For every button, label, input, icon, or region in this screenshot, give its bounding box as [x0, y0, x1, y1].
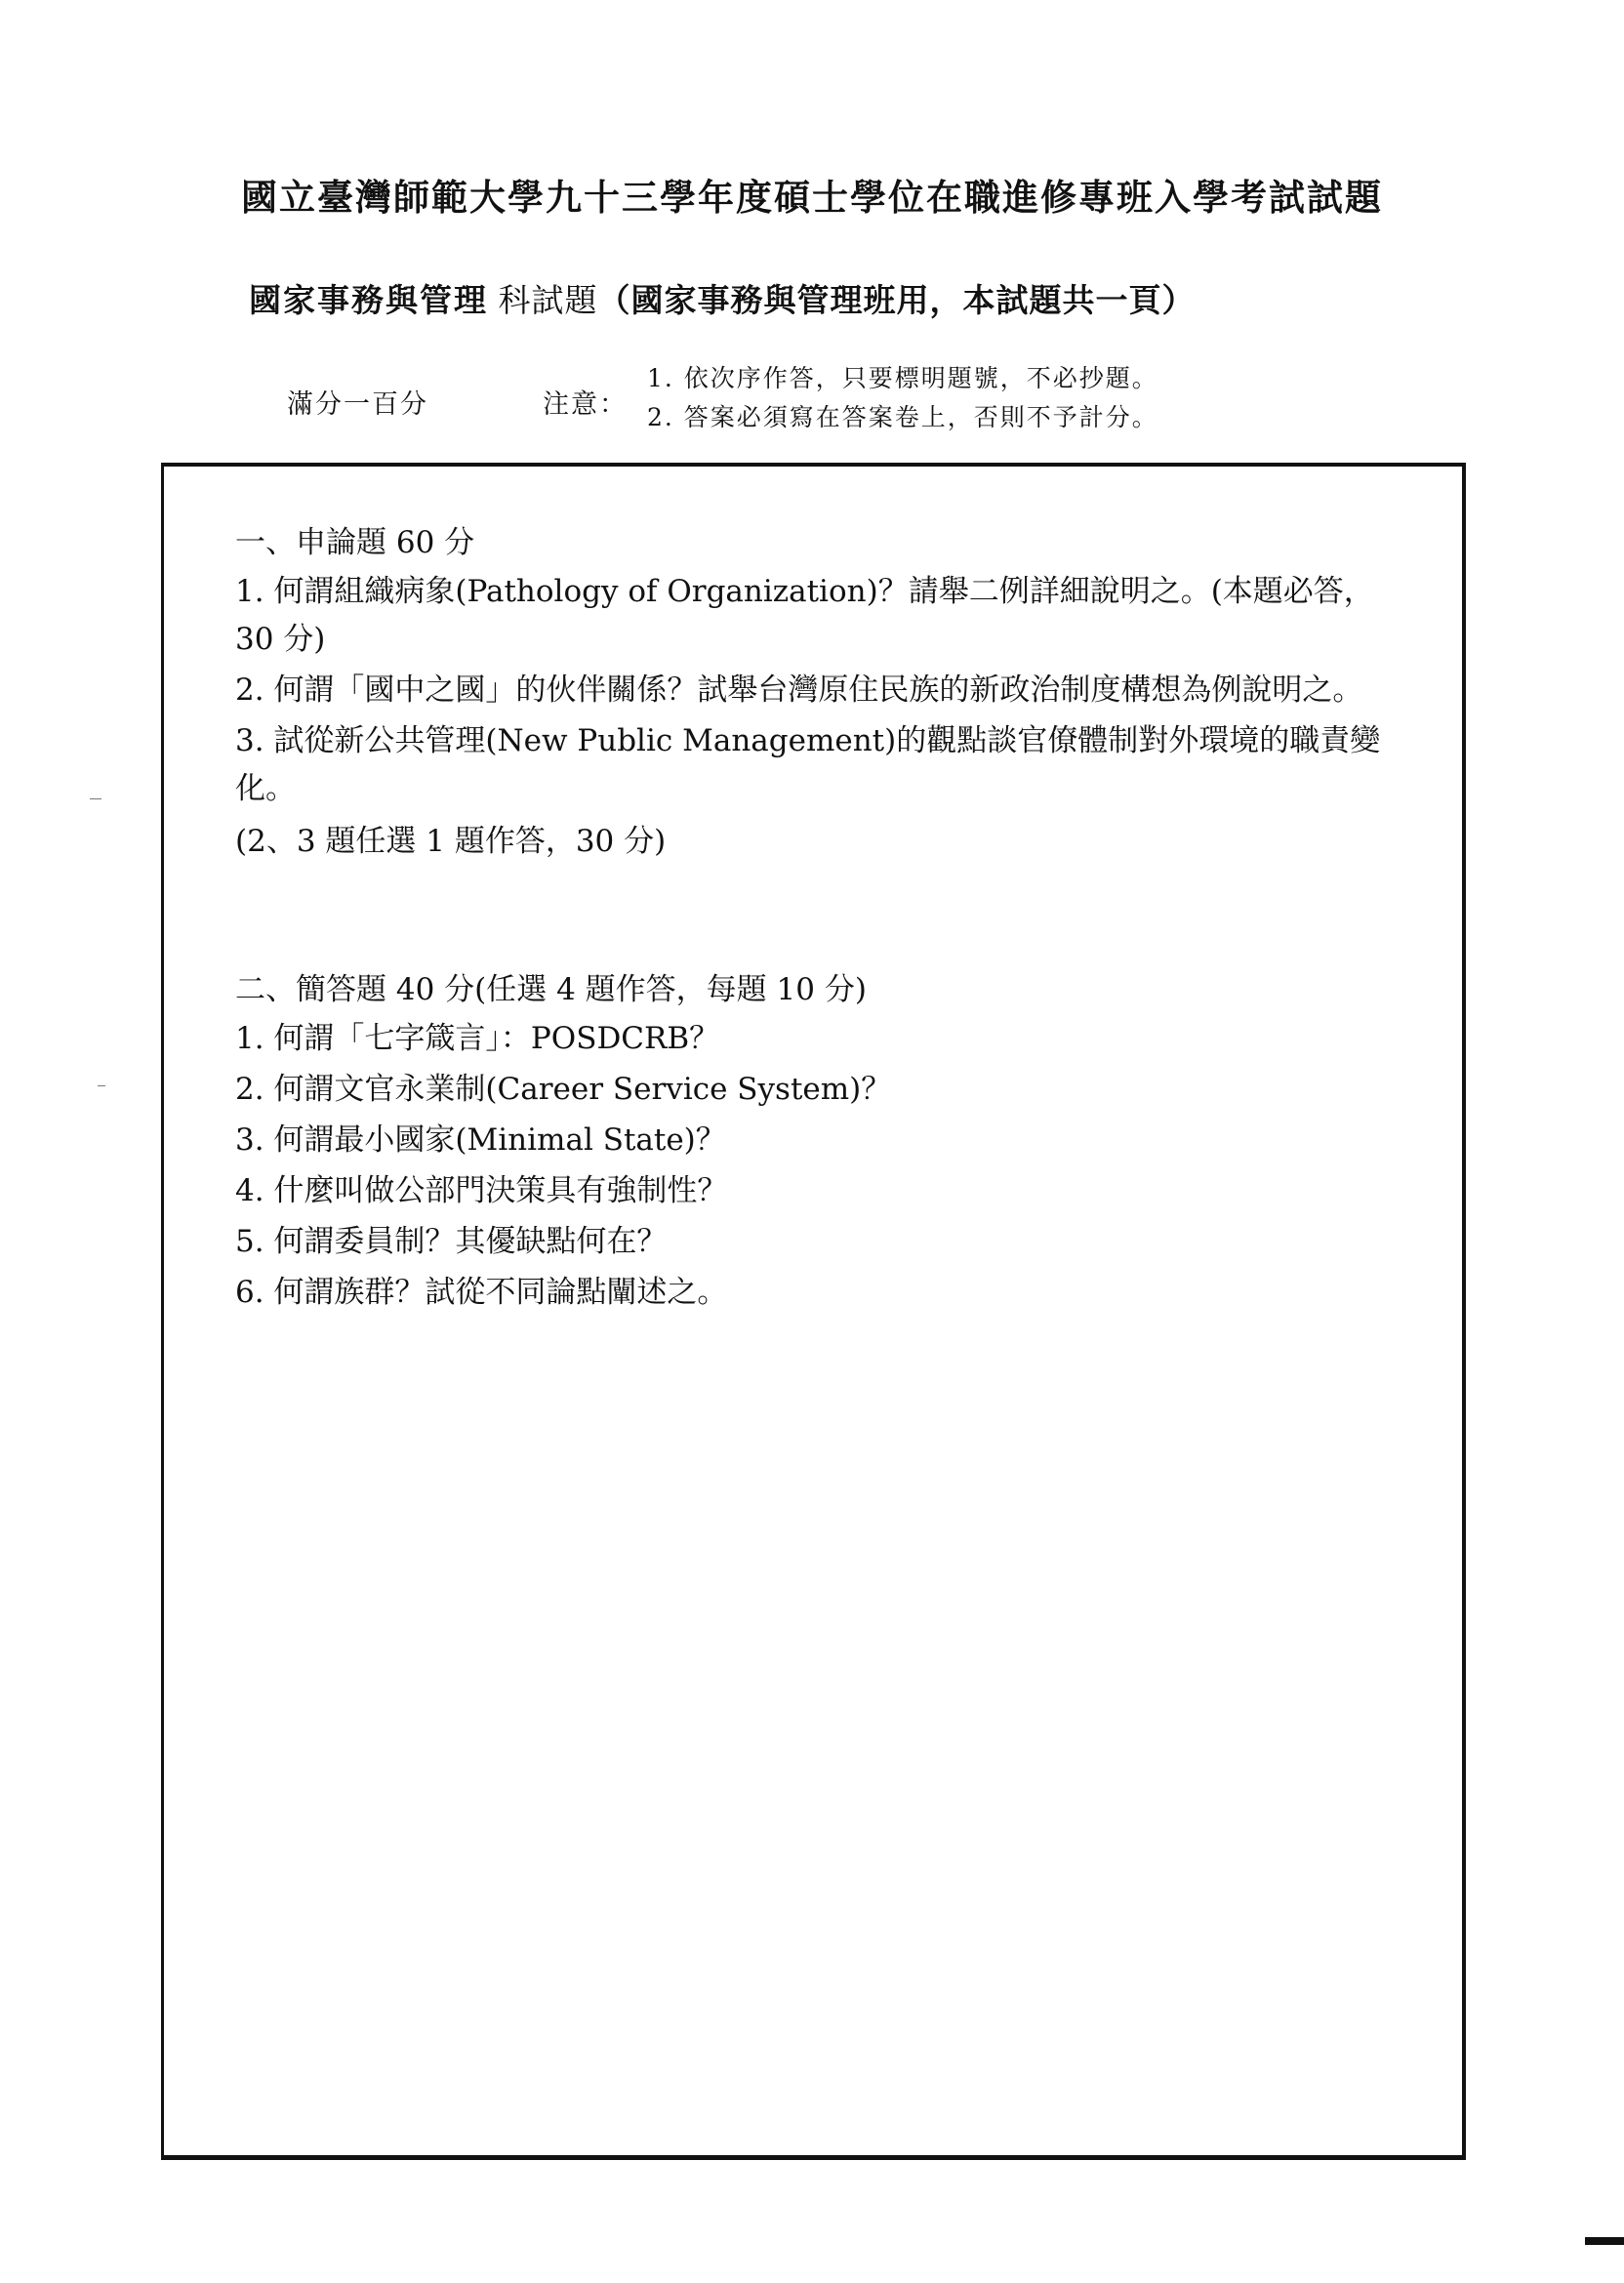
short-answer-question-list: [235, 1015, 1406, 1317]
essay-section: [235, 517, 1406, 867]
essay-question: 1. 何謂組織病象(Pathology of Organization)？請舉二例詳細說明之。(本題必答，30 分): [235, 574, 1374, 657]
essay-question: 3. 試從新公共管理(New Public Management)的觀點談官僚體制對外環境的職責變化。: [235, 723, 1381, 806]
scan-speck: [98, 1085, 105, 1086]
essay-question: 2. 何謂「國中之國」的伙伴關係？試舉台灣原住民族的新政治制度構想為例說明之。: [235, 673, 1363, 708]
page-edge-mark: [1585, 2237, 1624, 2245]
notice-item: 1. 依次序作答，只要標明題號，不必抄題。: [647, 364, 1158, 392]
scan-speck: [90, 798, 102, 799]
essay-choice-note: (2、3 題任選 1 題作答，30 分): [235, 824, 667, 859]
short-answer-question: 1. 何謂「七字箴言」：POSDCRB？: [235, 1021, 720, 1056]
short-answer-question: 4. 什麼叫做公部門決策具有強制性？: [235, 1173, 728, 1208]
short-answer-question: 2. 何謂文官永業制(Career Service System)？: [235, 1072, 892, 1107]
subject-name: 國家事務與管理: [249, 281, 488, 319]
subject-suffix: 科試題: [498, 281, 598, 319]
notice-label: 注意：: [543, 389, 628, 420]
notice-item: 2. 答案必須寫在答案卷上，否則不予計分。: [647, 403, 1158, 431]
short-answer-section: [235, 964, 1406, 1320]
full-score-label: 滿分一百分: [287, 389, 428, 420]
question-box: [161, 463, 1466, 2160]
short-answer-question: 6. 何謂族群？試從不同論點闡述之。: [235, 1275, 728, 1310]
essay-section-heading: 一、申論題 60 分: [235, 525, 475, 560]
subject-note: （國家事務與管理班用，本試題共一頁）: [597, 281, 1196, 319]
short-answer-question: 5. 何謂委員制？其優缺點何在？: [235, 1224, 668, 1259]
short-answer-question: 3. 何謂最小國家(Minimal State)？: [235, 1122, 726, 1158]
exam-title: 國立臺灣師範大學九十三學年度碩士學位在職進修專班入學考試試題: [241, 176, 1383, 219]
notice-list: [647, 359, 1158, 437]
subject-line: [249, 275, 1196, 321]
short-answer-heading: 二、簡答題 40 分(任選 4 題作答，每題 10 分): [235, 972, 867, 1007]
essay-question-list: [235, 568, 1406, 813]
